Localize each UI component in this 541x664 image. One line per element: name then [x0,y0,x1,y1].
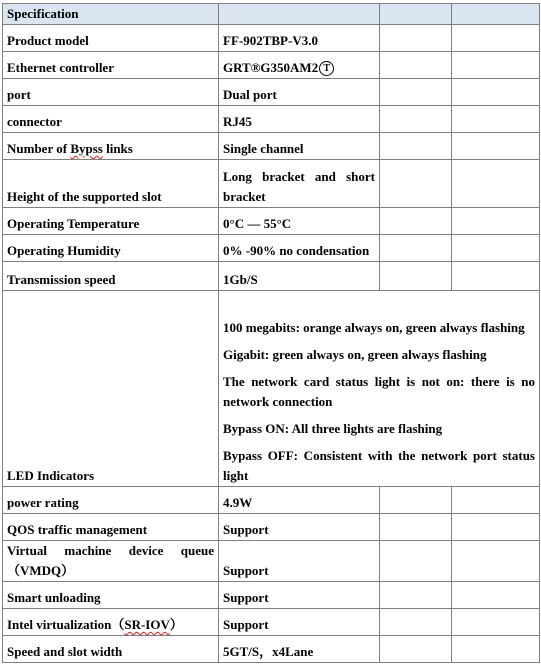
row-label: Transmission speed [3,262,219,291]
label-line: Virtual machine device queue [7,543,214,558]
label-line: （VMDQ） [7,563,75,578]
circled-t-mark: T [319,61,334,76]
empty-cell [452,235,540,262]
table-row [3,25,540,52]
empty-cell [452,609,540,636]
empty-cell [380,582,452,609]
row-value: 0% -90% no condensation [219,235,380,262]
empty-cell [380,541,452,582]
table-row [3,52,540,79]
empty-cell [452,262,540,291]
controller-text: GRT®G350AM2 [223,60,319,75]
label-part: links [102,141,133,156]
table-row [3,541,540,582]
label-part: Number of [7,141,71,156]
table-row [3,160,540,208]
row-label: Operating Temperature [3,208,219,235]
row-value [219,52,380,79]
row-label: Smart unloading [3,582,219,609]
row-label: Ethernet controller [3,52,219,79]
row-value: Single channel [219,133,380,160]
header-cell [452,4,540,25]
row-label: Operating Humidity [3,235,219,262]
row-value: Support [219,609,380,636]
empty-cell [380,636,452,663]
row-label: Height of the supported slot [3,160,219,208]
empty-cell [380,487,452,514]
label-part: Intel virtualization（ [7,617,125,632]
table-row [3,79,540,106]
table-row [3,106,540,133]
empty-cell [452,487,540,514]
table-row [3,609,540,636]
table-row [3,582,540,609]
table-row [3,487,540,514]
row-label: Speed and slot width [3,636,219,663]
row-label [3,609,219,636]
empty-cell [380,52,452,79]
empty-cell [380,235,452,262]
row-label: LED Indicators [3,291,219,487]
empty-cell [380,609,452,636]
row-value: 1Gb/S [219,262,380,291]
empty-cell [452,514,540,541]
row-value: Support [219,514,380,541]
row-label: power rating [3,487,219,514]
table-row [3,262,540,291]
row-label [3,133,219,160]
led-line: Bypass OFF: Consistent with the network port status light [223,448,535,483]
empty-cell [380,79,452,106]
header-cell [219,4,380,25]
empty-cell [380,208,452,235]
empty-cell [452,133,540,160]
empty-cell [452,25,540,52]
led-line: Gigabit: green always on, green always flashing [223,347,487,362]
row-value: 5GT/S，x4Lane [219,636,380,663]
led-indicator-description [219,291,540,487]
table-row [3,133,540,160]
row-value: RJ45 [219,106,380,133]
empty-cell [452,106,540,133]
empty-cell [380,514,452,541]
empty-cell [380,106,452,133]
row-value: FF-902TBP-V3.0 [219,25,380,52]
empty-cell [380,262,452,291]
spellcheck-word: Bypss [70,141,103,156]
led-line: 100 megabits: orange always on, green always flashing [223,320,525,335]
row-label: port [3,79,219,106]
specification-table [2,3,540,663]
table-row [3,291,540,487]
header-cell [380,4,452,25]
empty-cell [380,25,452,52]
empty-cell [452,160,540,208]
table-row [3,514,540,541]
empty-cell [452,208,540,235]
row-value: Dual port [219,79,380,106]
row-value: Long bracket and short bracket [219,160,380,208]
row-label: QOS traffic management [3,514,219,541]
empty-cell [452,79,540,106]
spellcheck-word: SR-IOV [124,617,170,632]
row-value: Support [219,582,380,609]
row-label: Product model [3,25,219,52]
led-line: Bypass ON: All three lights are flashing [223,421,443,436]
empty-cell [452,636,540,663]
table-row [3,208,540,235]
led-line: The network card status light is not on: there is no network connection [223,374,535,409]
label-part: ） [169,617,183,632]
row-value: Support [219,541,380,582]
empty-cell [452,541,540,582]
row-label: connector [3,106,219,133]
empty-cell [452,582,540,609]
table-row [3,235,540,262]
row-value: 0°C — 55°C [219,208,380,235]
table-header-row [3,4,540,25]
header-title: Specification [3,4,219,25]
empty-cell [452,52,540,79]
table-row [3,636,540,663]
row-value: 4.9W [219,487,380,514]
row-label [3,541,219,582]
empty-cell [380,133,452,160]
empty-cell [380,160,452,208]
